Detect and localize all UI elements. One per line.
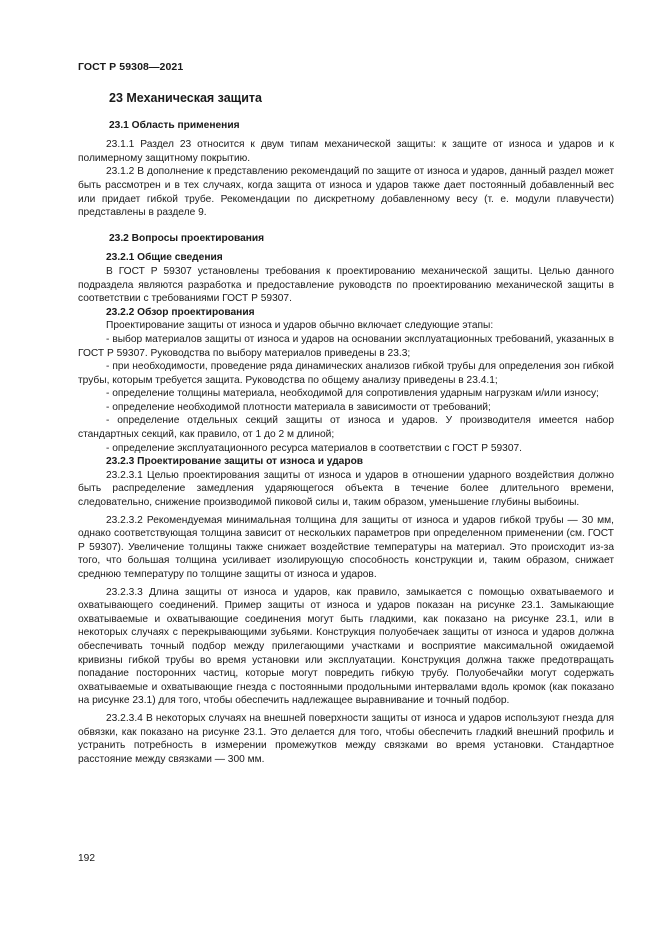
paragraph-23-1-1: 23.1.1 Раздел 23 относится к двум типам механической защиты: к защите от износа и ударов и к полимерному защитному покрытию. xyxy=(78,139,614,164)
list-item: - определение толщины материала, необходимой для сопротивления ударным нагрузкам и/или износу; xyxy=(106,388,599,400)
subsection-title-23-2: 23.2 Вопросы проектирования xyxy=(109,232,265,244)
list-item: - выбор материалов защиты от износа и ударов на основании эксплуатационных требований, указанных в ГОСТ Р 59307. Руководства по выбору материалов приведены в 23.3; xyxy=(78,333,614,359)
subsection-title-23-1: 23.1 Область применения xyxy=(109,119,240,131)
list-item: - при необходимости, проведение ряда динамических анализов гибкой трубы для определения зон гибкой трубы, которым требуется защита. Руководства по общему анализу приведены в 23.4.1; xyxy=(78,361,614,386)
list-item: - определение необходимой плотности материала в зависимости от требований; xyxy=(106,401,491,413)
subsection-title-23-2-1: 23.2.1 Общие сведения xyxy=(106,252,223,264)
page-content xyxy=(78,92,614,766)
list-item: - определение отдельных секций защиты от износа и ударов. У производителя имеется набор стандартных секций, как правило, от 1 до 2 м длиной; xyxy=(78,415,614,441)
paragraph-23-2-3-1: 23.2.3.1 Целью проектирования защиты от износа и ударов в отношении ударного воздействия должно быть распределение замедления ударяющегося объекта в течение более длительного времени, следовательно, снижение производимой пиковой силы и, таким образом, уменьшение глубины выбоины. xyxy=(78,469,614,509)
subsection-title-23-2-3: 23.2.3 Проектирование защиты от износа и ударов xyxy=(106,456,364,468)
subsection-title-23-2-2: 23.2.2 Обзор проектирования xyxy=(106,306,255,318)
paragraph-23-2-2-intro: Проектирование защиты от износа и ударов обычно включает следующие этапы: xyxy=(106,320,494,332)
standard-header: ГОСТ Р 59308—2021 xyxy=(78,61,184,73)
paragraph-23-2-3-2: 23.2.3.2 Рекомендуемая минимальная толщина для защиты от износа и ударов гибкой трубы — 30 мм, однако соответствующая толщина зависит от нескольких параметров при определенном применении (см. ГОСТ Р 59307). Увеличение толщины также снижает воздействие температуры на материал. Это происходит из-за того, что большая толщина усиливает изолирующую способность конструкции и, таким образом, снижает среднюю температуру по толщине защиты от износа и ударов. xyxy=(78,514,614,580)
page-number: 192 xyxy=(78,853,95,864)
paragraph-23-1-2: 23.1.2 В дополнение к представлению рекомендаций по защите от износа и ударов, данный раздел может быть рассмотрен и в тех случаях, когда защита от износа и ударов также дает постоянный добавленный вес или придает гибкой трубе. Рекомендации по дискретному добавленному весу (т. е. модули плавучести) представлены в разделе 9. xyxy=(78,166,614,219)
list-item: - определение эксплуатационного ресурса материалов в соответствии с ГОСТ Р 59307. xyxy=(106,442,523,454)
paragraph-23-2-3-3: 23.2.3.3 Длина защиты от износа и ударов, как правило, замыкается с помощью охватываемого и охватывающего соединений. Пример защиты от износа и ударов показан на рисунке 23.1. Замыкающие охватываемые и охватывающие соединения могут быть гладкими, как показано на рисунке 23.1, или в некоторых случаях с перекрывающими зубьями. Конструкция полуобечаек защиты от износа и ударов должна обеспечивать точный подбор между прилегающими участками и восприятие максимальной ожидаемой кривизны гибкой трубы во время установки или эксплуатации. Конструкция должна также предотвращать попадание посторонних частиц, которые могут повредить гибкую трубу. Полуобечайки могут содержать охватываемые и охватывающие гнезда с постоянными продольными интервалами вдоль кромок (как показано на рисунке 23.1) для того, чтобы обеспечить надлежащее выравнивание и точный подбор. xyxy=(78,586,614,707)
paragraph-23-2-1: В ГОСТ Р 59307 установлены требования к проектированию механической защиты. Целью данного подраздела являются разработка и предоставление руководств по проектированию механической защиты в соответствии с требованиями ГОСТ Р 59307. xyxy=(78,265,614,305)
section-title: 23 Механическая защита xyxy=(109,91,262,105)
paragraph-23-2-3-4: 23.2.3.4 В некоторых случаях на внешней поверхности защиты от износа и ударов используют гнезда для обвязки, как показано на рисунке 23.1. Это делается для того, чтобы обеспечить гладкий внешний профиль и устранить потребность в измерении промежутков между связками во время установки. Стандартное расстояние между связками — 300 мм. xyxy=(78,712,614,765)
